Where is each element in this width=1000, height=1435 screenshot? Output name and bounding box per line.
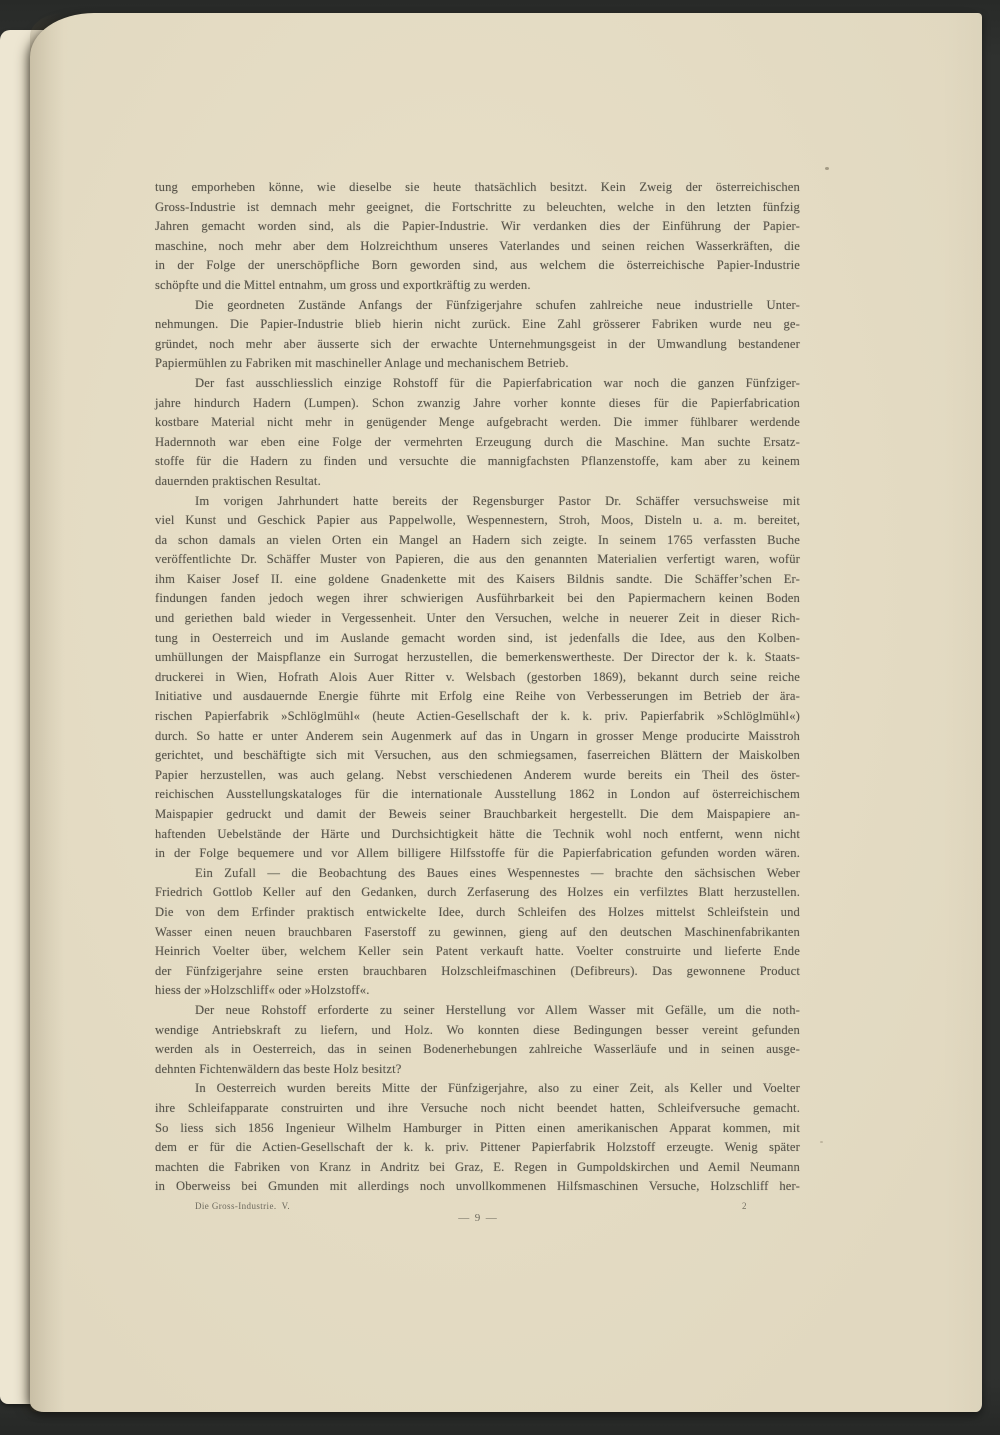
text-line: Gross-Industrie ist demnach mehr geeignet, die Fortschritte zu beleuchten, welche in den letzten fünfzig — [155, 199, 800, 214]
text-line: umhüllungen der Maispflanze ein Surrogat herzustellen, die bemerkenswertheste. Der Director der k. k. Staats- — [155, 650, 800, 665]
text-line: dauernden praktischen Resultat. — [155, 473, 321, 488]
text-line: schöpfte und die Mittel entnahm, um gross und exportkräftig zu werden. — [155, 277, 531, 292]
text-line: Jahren gemacht worden sind, als die Papier-Industrie. Wir verdanken dies der Einführung der Papier- — [155, 219, 800, 234]
text-line: Wasser einen neuen brauchbaren Faserstoff zu gewinnen, gieng auf den deutschen Maschinenfabrikanten — [155, 924, 800, 939]
text-line: Im vorigen Jahrhundert hatte bereits der Regensburger Pastor Dr. Schäffer versuchsweise mit — [195, 493, 800, 508]
text-line: der Fünfzigerjahre seine ersten brauchbaren Holzschleifmaschinen (Defibreurs). Das gewonnene Product — [155, 963, 800, 978]
text-line: durch. So hatte er unter Anderem sein Augenmerk auf das in Ungarn in grosser Menge producirte Maisstroh — [155, 728, 800, 743]
sheet-signature-number: 2 — [742, 1201, 747, 1211]
text-line: haftenden Uebelstände der Härte und Durchsichtigkeit hätte die Technik wohl noch entfernt, wenn nicht — [155, 826, 800, 841]
page-number: — 9 — — [458, 1212, 497, 1224]
text-line: So liess sich 1856 Ingenieur Wilhelm Hamburger in Pitten einen amerikanischen Apparat kommen, mit — [155, 1120, 800, 1135]
text-line: Die geordneten Zustände Anfangs der Fünfzigerjahre schufen zahlreiche neue industrielle Unter- — [195, 297, 800, 312]
text-line: Papier herzustellen, was auch gelang. Nebst verschiedenen Anderem wurde bereits ein Theil des öster- — [155, 767, 800, 782]
text-line: tung in Oesterreich und im Auslande gemacht worden sind, ist jedenfalls die Idee, aus den Kolben- — [155, 630, 800, 645]
text-line: nehmungen. Die Papier-Industrie blieb hierin nicht zurück. Eine Zahl grösserer Fabriken wurde neu ge- — [155, 317, 800, 332]
text-line: ihm Kaiser Josef II. eine goldene Gnadenkette mit des Kaisers Bildnis sandte. Die Schäffer’schen Er- — [155, 571, 800, 586]
text-block — [155, 178, 800, 1197]
book-page — [30, 13, 982, 1412]
paper-speck — [820, 1141, 823, 1143]
text-line: viel Kunst und Geschick Papier aus Pappelwolle, Wespennestern, Stroh, Moos, Disteln u. a. m. bereitet, — [155, 513, 800, 528]
text-line: Ein Zufall — die Beobachtung des Baues eines Wespennestes — brachte den sächsischen Weber — [195, 865, 800, 880]
text-line: tung emporheben könne, wie dieselbe sie heute thatsächlich besitzt. Kein Zweig der österreichischen — [155, 180, 800, 194]
text-line: Papiermühlen zu Fabriken mit maschineller Anlage und mechanischem Betrieb. — [155, 356, 569, 371]
text-line: stoffe für die Hadern zu finden und versuchte die mannigfachsten Pflanzenstoffe, kam aber zu keinem — [155, 454, 800, 469]
text-line: Der fast ausschliesslich einzige Rohstoff für die Papierfabrication war noch die ganzen Fünfziger- — [195, 375, 800, 390]
text-line: in der Folge bequemere und vor Allem billigere Hilfsstoffe für die Papierfabrication gefunden worden wären. — [155, 846, 800, 861]
text-line: druckerei in Wien, Hofrath Alois Auer Ritter v. Welsbach (gestorben 1869), bekannt durch seine reiche — [155, 669, 800, 684]
text-line: werden als in Oesterreich, das in seinen Bodenerhebungen zahlreiche Wasserläufe und in seinen ausge- — [155, 1042, 800, 1057]
text-line: in der Folge der unerschöpfliche Born geworden sind, aus welchem die österreichische Papier-Industrie — [155, 258, 800, 273]
text-line: jahre hindurch Hadern (Lumpen). Schon zwanzig Jahre vorher konnte dieses für die Papierfabrication — [155, 395, 800, 410]
text-line: und geriethen bald wieder in Vergessenheit. Unter den Versuchen, welche in neuerer Zeit in dieser Rich- — [155, 611, 800, 626]
text-line: wendige Antriebskraft zu liefern, und Holz. Wo konnten diese Bedingungen besser vereint gefunden — [155, 1022, 800, 1037]
text-line: Hadernnoth war eben eine Folge der vermehrten Erzeugung durch die Maschine. Man suchte Ersatz- — [155, 434, 800, 449]
text-line: Initiative und ausdauernde Energie führte mit Erfolg eine Reihe von Verbesserungen im Betrieb der ära- — [155, 689, 800, 704]
text-line: Die von dem Erfinder praktisch entwickelte Idee, durch Schleifen des Holzes mittelst Schleifstein und — [155, 904, 800, 919]
text-line: dem er für die Actien-Gesellschaft der k. k. priv. Pittener Papierfabrik Holzstoff erzeugte. Wenig später — [155, 1140, 800, 1155]
text-line: rischen Papierfabrik »Schlöglmühl« (heute Actien-Gesellschaft der k. k. priv. Papierfabrik »Schlöglmühl«) — [155, 709, 800, 724]
text-line: gründet, noch mehr aber äusserte sich der erwachte Unternehmungsgeist in der Umwandlung bestandener — [155, 336, 800, 351]
text-line: hiess der »Holzschliff« oder »Holzstoff«. — [155, 983, 370, 998]
text-line: in Oberweiss bei Gmunden mit allerdings noch unvollkommenen Hilfsmaschinen Versuche, Holzschliff her- — [155, 1179, 800, 1194]
gutter-shadow — [30, 13, 64, 1412]
text-line: kostbare Material nicht mehr in genügender Menge aufgebracht werden. Die immer fühlbarer werdende — [155, 415, 800, 430]
paper-speck — [825, 167, 829, 170]
text-line: In Oesterreich wurden bereits Mitte der Fünfzigerjahre, also zu einer Zeit, als Keller und Voelter — [195, 1081, 800, 1096]
text-line: Friedrich Gottlob Keller auf den Gedanken, durch Zerfaserung des Holzes ein verfilztes Blatt herzustellen. — [155, 885, 800, 900]
text-line: gerichtet, und beschäftigte sich mit Versuchen, aus den schmiegsamen, faserreichen Blättern der Maiskolben — [155, 748, 800, 763]
text-line: Maispapier gedruckt und damit der Beweis seiner Brauchbarkeit hergestellt. Die dem Maispapiere an- — [155, 807, 800, 821]
text-line: Der neue Rohstoff erforderte zu seiner Herstellung vor Allem Wasser mit Gefälle, um die noth- — [195, 1002, 800, 1017]
text-line: maschine, noch mehr aber dem Holzreichthum unseres Vaterlandes und seinen reichen Wasserkräften, die — [155, 238, 800, 253]
text-line: findungen fanden jedoch wegen ihrer schwierigen Ausführbarkeit bei den Papiermachern keinen Boden — [155, 591, 800, 606]
text-line: da schon damals an vielen Orten ein Mangel an Hadern sich zeigte. In seinem 1765 verfassten Buche — [155, 532, 800, 547]
text-line: dehnten Fichtenwäldern das beste Holz besitzt? — [155, 1061, 402, 1076]
text-line: Heinrich Voelter über, welchem Keller sein Patent verkauft hatte. Voelter construirte und lieferte Ende — [155, 944, 800, 959]
text-line: veröffentlichte Dr. Schäffer Muster von Papieren, die aus den genannten Materialien verfertigt waren, wofür — [155, 552, 800, 567]
book-series-label: Die Gross-Industrie. V. — [195, 1201, 291, 1211]
text-line: machten die Fabriken von Kranz in Andritz bei Graz, E. Regen in Gumpoldskirchen und Aemil Neumann — [155, 1159, 800, 1174]
text-line: ihre Schleifapparate construirten und ihre Versuche noch nicht beendet hatten, Schleifversuche gemacht. — [155, 1100, 800, 1115]
text-line: reichischen Ausstellungskataloges für die internationale Ausstellung 1862 in London auf österreichischem — [155, 787, 800, 802]
